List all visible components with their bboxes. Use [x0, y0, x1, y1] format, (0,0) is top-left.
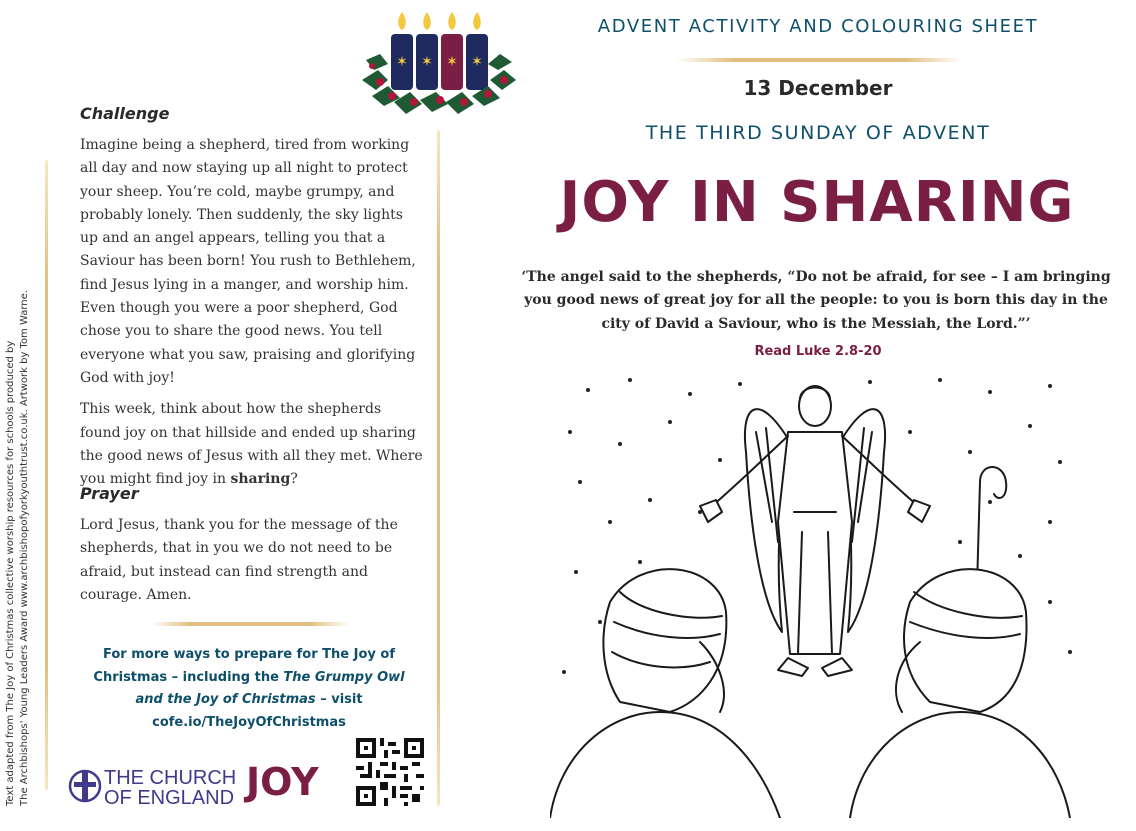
right-gold-rule: [437, 130, 440, 806]
left-gold-rule: [45, 160, 48, 790]
challenge-text: [80, 134, 425, 491]
scripture-quote: ‘The angel said to the shepherds, “Do not be afraid, for see – I am bringing you good news of great joy for all the people: to you is born this day in the city of David a Saviour, who is the Messiah, the Lord.”’: [521, 269, 1111, 332]
date: 13 December: [743, 76, 893, 100]
more-ways-line-1: For more ways to prepare for The Joy of Christmas – including the: [93, 647, 395, 685]
header-gold-rule: [676, 58, 962, 62]
more-ways-book-title: The Grumpy Owl and the Joy of Christmas: [135, 669, 405, 707]
sunday-label: THE THIRD SUNDAY OF ADVENT: [645, 122, 991, 144]
joy-logo: JOY: [246, 760, 319, 804]
shepherd-left-icon: [550, 569, 780, 818]
theme-title: JOY IN SHARING: [559, 170, 1075, 235]
angel-figure-icon: [700, 386, 930, 676]
coe-line-1: THE CHURCH: [104, 767, 237, 789]
side-credit: [4, 266, 32, 806]
qr-code-icon[interactable]: [356, 738, 424, 806]
sheet-title: ADVENT ACTIVITY AND COLOURING SHEET: [597, 16, 1039, 37]
svg-text:✶: ✶: [421, 54, 433, 70]
prayer-heading: Prayer: [80, 484, 139, 503]
scripture-reference[interactable]: Read Luke 2.8-20: [754, 344, 882, 359]
more-ways-line-2: – visit: [315, 692, 363, 707]
advent-wreath-illustration: [358, 6, 518, 118]
church-of-england-logo-text: [104, 768, 236, 808]
holly-leaves-icon: [362, 54, 516, 114]
challenge-paragraph-2-start: This week, think about how the shepherds found joy on that hillside and ended up sharing the good news of Jesus with all they met. Where you might find joy in: [80, 401, 423, 488]
prayer-text: Lord Jesus, thank you for the message of the shepherds, that in you we do not need to be afraid, but instead can find strength and courage. Amen.: [80, 517, 398, 603]
more-ways-callout: [84, 644, 414, 734]
svg-text:✶: ✶: [446, 54, 458, 70]
shepherd-right-icon: [850, 569, 1070, 818]
angel-shepherds-colouring-illustration: [550, 372, 1080, 818]
challenge-keyword: sharing: [230, 471, 291, 488]
challenge-paragraph-1: Imagine being a shepherd, tired from working all day and now staying up all night to protect your sheep. You’re cold, maybe grumpy, and probably lonely. Then suddenly, the sky lights up and an angel appears, telling you that a Saviour has been born! You rush to Bethlehem, find Jesus lying in a manger, and worship him. Even though you were a poor shepherd, God chose you to share the good news. You tell everyone what you saw, praising and glorifying God with joy!: [80, 137, 416, 386]
credit-line-2: The Archbishops' Young Leaders Award www.archbishopofyorkyouthtrust.co.uk. Artwork by Tom Warne.: [19, 290, 30, 806]
svg-text:✶: ✶: [471, 54, 483, 70]
candles-icon: [391, 34, 488, 90]
credit-line-1: Text adapted from The Joy of Christmas collective worship resources for schools produced by: [5, 340, 16, 806]
challenge-heading: Challenge: [80, 104, 170, 123]
candle-flames-icon: [398, 12, 481, 30]
challenge-paragraph-2-end: ?: [290, 471, 298, 488]
coe-line-2: OF ENGLAND: [104, 787, 235, 809]
more-ways-link[interactable]: cofe.io/TheJoyOfChristmas: [152, 714, 346, 730]
gold-divider: [150, 622, 350, 626]
church-of-england-emblem-icon: [68, 766, 102, 806]
challenge-paragraph-2: [80, 398, 425, 491]
svg-text:✶: ✶: [396, 54, 408, 70]
